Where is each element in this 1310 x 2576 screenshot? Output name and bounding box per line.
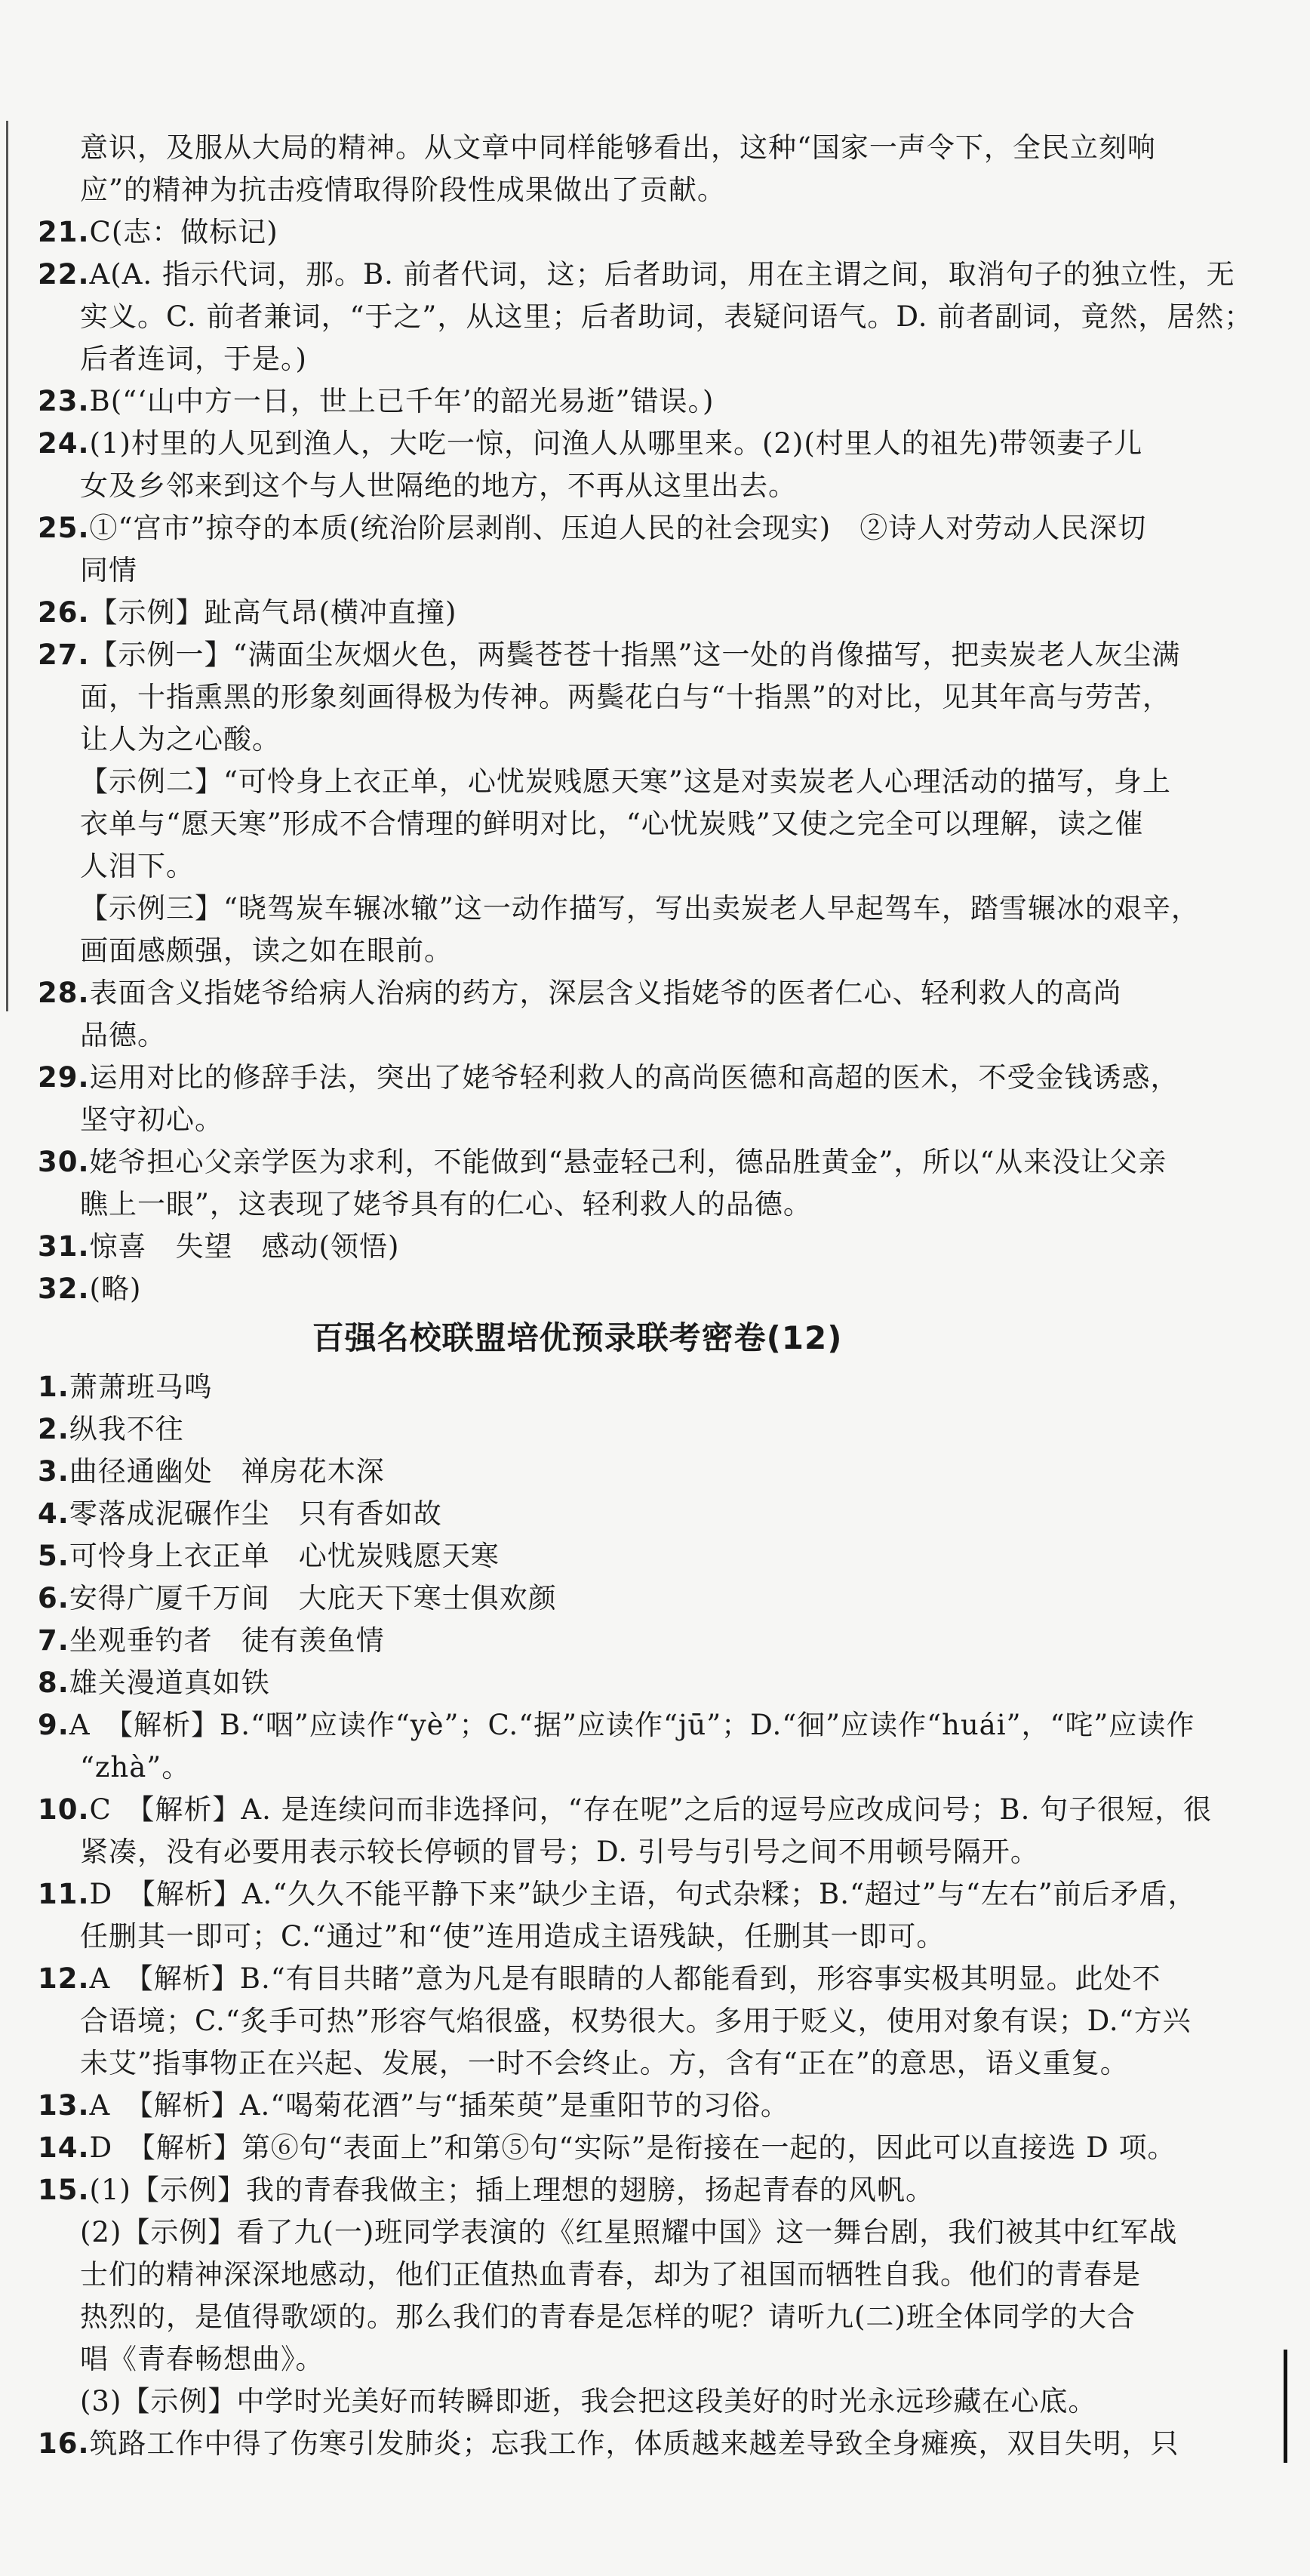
answer-item — [38, 1226, 1117, 1268]
answer-continuation-line — [38, 1183, 1117, 1226]
item-number: 12. — [38, 1962, 90, 1995]
line-text: 热烈的，是值得歌颂的。那么我们的青春是怎样的呢？请听九(二)班全体同学的大合 — [80, 2301, 1136, 2333]
line-text: A 【解析】A.“喝菊花酒”与“插茱萸”是重阳节的习俗。 — [89, 2089, 789, 2122]
item-number: 11. — [38, 1878, 90, 1910]
answer-continuation-line — [38, 169, 1117, 211]
item-number: 26. — [38, 596, 90, 629]
line-text: 实义。C. 前者兼词，“于之”，从这里；后者助词，表疑问语气。D. 前者副词，竟然，居然； — [80, 300, 1253, 333]
line-text: 纵我不往 — [69, 1413, 184, 1445]
item-number: 24. — [38, 427, 90, 460]
line-text: B(“‘山中方一日，世上已千年’的韶光易逝”错误。) — [89, 385, 715, 417]
item-number: 21. — [38, 216, 90, 248]
answer-item — [38, 380, 1117, 423]
line-text: “zhà”。 — [80, 1751, 191, 1784]
line-text: A 【解析】B.“咽”应读作“yè”；C.“据”应读作“jū”；D.“徊”应读作“huái”，“咤”应读作 — [69, 1709, 1195, 1741]
answer-item — [38, 2169, 1117, 2211]
answer-continuation-line — [38, 803, 1144, 845]
answer-item — [38, 507, 1147, 549]
item-number: 9. — [38, 1709, 69, 1741]
line-text: (3)【示例】中学时光美好而转瞬即逝，我会把这段美好的时光永远珍藏在心底。 — [80, 2385, 1097, 2418]
line-text: 士们的精神深深地感动，他们正值热血青春，却为了祖国而牺牲自我。他们的青春是 — [80, 2258, 1141, 2291]
line-text: 面，十指熏黑的形象刻画得极为传神。两鬓花白与“十指黑”的对比，见其年高与劳苦， — [80, 681, 1171, 713]
answer-item — [38, 1958, 1161, 2000]
answer-continuation-line — [38, 1014, 1117, 1057]
answer-continuation-line — [38, 930, 1117, 972]
line-text: 意识，及服从大局的精神。从文章中同样能够看出，这种“国家一声令下，全民立刻响 — [80, 131, 1156, 164]
item-number: 23. — [38, 385, 90, 417]
answer-item — [38, 1577, 1117, 1620]
line-text: 合语境；C.“炙手可热”形容气焰很盛，权势很大。多用于贬义，使用对象有误；D.“方兴 — [80, 2005, 1192, 2037]
item-number: 13. — [38, 2089, 90, 2122]
answer-continuation-line — [38, 845, 1117, 888]
line-text: 坚守初心。 — [80, 1103, 223, 1136]
item-number: 15. — [38, 2174, 90, 2206]
answer-continuation-line — [38, 761, 1171, 803]
answer-continuation-line — [38, 338, 1117, 380]
answer-item — [38, 2423, 1179, 2465]
line-text: 任删其一即可；C.“通过”和“使”连用造成主语残缺，任删其一即可。 — [80, 1920, 946, 1953]
item-number: 30. — [38, 1146, 90, 1178]
answer-item — [38, 254, 1235, 296]
answer-continuation-line — [38, 888, 1200, 930]
answer-continuation-line — [38, 1099, 1117, 1141]
line-text: A 【解析】B.“有目共睹”意为凡是有眼睛的人都能看到，形容事实极其明显。此处不 — [89, 1962, 1161, 1995]
answer-item — [38, 1451, 1117, 1493]
line-text: 瞧上一眼”，这表现了姥爷具有的仁心、轻利救人的品德。 — [80, 1188, 812, 1220]
line-text: 衣单与“愿天寒”形成不合情理的鲜明对比，“心忧炭贱”又使之完全可以理解，读之催 — [80, 808, 1144, 840]
answer-item — [38, 1408, 1117, 1451]
line-text: 安得广厦千万间 大庇天下寒士俱欢颜 — [69, 1582, 557, 1614]
answer-item — [38, 1620, 1117, 1662]
line-text: 品德。 — [80, 1019, 166, 1051]
answer-continuation-line — [38, 2042, 1129, 2085]
answer-item — [38, 592, 1117, 634]
line-text: 坐观垂钓者 徒有羡鱼情 — [69, 1624, 385, 1657]
answer-item — [38, 2127, 1176, 2169]
answer-continuation-line — [38, 296, 1253, 338]
line-text: 【示例二】“可怜身上衣正单，心忧炭贱愿天寒”这是对卖炭老人心理活动的描写，身上 — [80, 765, 1171, 798]
line-text: 筑路工作中得了伤寒引发肺炎；忘我工作，体质越来越差导致全身瘫痪，双目失明，只 — [89, 2427, 1179, 2460]
item-number: 27. — [38, 639, 90, 671]
answer-item — [38, 1704, 1195, 1747]
answer-continuation-line — [38, 2338, 1117, 2381]
line-text: 雄关漫道真如铁 — [69, 1667, 270, 1699]
item-number: 25. — [38, 512, 90, 544]
line-text: 姥爷担心父亲学医为求利，不能做到“悬壶轻己利，德品胜黄金”，所以“从来没让父亲 — [89, 1146, 1167, 1178]
answer-content — [38, 127, 1253, 2465]
item-number: 31. — [38, 1230, 90, 1263]
line-text: 可怜身上衣正单 心忧炭贱愿天寒 — [69, 1540, 500, 1572]
answer-continuation-line — [38, 549, 1117, 592]
line-text: 后者连词，于是。) — [80, 343, 307, 375]
answer-continuation-line — [38, 2296, 1136, 2338]
line-text: 惊喜 失望 感动(领悟) — [89, 1230, 400, 1263]
line-text: 【示例】趾高气昂(横冲直撞) — [89, 596, 457, 629]
line-text: ①“宫市”掠夺的本质(统治阶层剥削、压迫人民的社会现实) ②诗人对劳动人民深切 — [89, 512, 1147, 544]
answer-item — [38, 2085, 1117, 2127]
answer-continuation-line — [38, 676, 1171, 719]
corner-mark — [1284, 2350, 1287, 2463]
line-text: D 【解析】A.“久久不能平静下来”缺少主语，句式杂糅；B.“超过”与“左右”前后矛盾， — [89, 1878, 1197, 1910]
answer-item — [38, 211, 1117, 254]
answer-item — [38, 972, 1122, 1014]
item-number: 29. — [38, 1061, 90, 1094]
answer-continuation-line — [38, 1831, 1117, 1873]
item-number: 2. — [38, 1413, 69, 1445]
line-text: C 【解析】A. 是连续问而非选择问，“存在呢”之后的逗号应改成问号；B. 句子很短，很 — [89, 1793, 1213, 1826]
line-text: D 【解析】第⑥句“表面上”和第⑤句“实际”是衔接在一起的，因此可以直接选 D 项。 — [89, 2131, 1176, 2164]
answer-continuation-line — [38, 127, 1156, 169]
item-number: 32. — [38, 1273, 90, 1305]
item-number: 4. — [38, 1497, 69, 1530]
answer-item — [38, 1268, 1117, 1310]
line-text: A(A. 指示代词，那。B. 前者代词，这；后者助词，用在主谓之间，取消句子的独立性，无 — [89, 258, 1235, 291]
item-number: 7. — [38, 1624, 69, 1657]
item-number: 8. — [38, 1667, 69, 1699]
answer-continuation-line — [38, 2381, 1117, 2423]
line-text: 曲径通幽处 禅房花木深 — [69, 1455, 385, 1488]
item-number: 10. — [38, 1793, 90, 1826]
answer-continuation-line — [38, 1747, 1117, 1789]
line-text: 【示例三】“晓驾炭车辗冰辙”这一动作描写，写出卖炭老人早起驾车，踏雪辗冰的艰辛， — [80, 892, 1200, 925]
line-text: (1)【示例】我的青春我做主；插上理想的翅膀，扬起青春的风帆。 — [89, 2174, 934, 2206]
item-number: 1. — [38, 1371, 69, 1403]
answer-continuation-line — [38, 1916, 1117, 1958]
line-text: 唱《青春畅想曲》。 — [80, 2343, 324, 2375]
answer-item — [38, 1873, 1197, 1916]
line-text: 零落成泥碾作尘 只有香如故 — [69, 1497, 442, 1530]
answer-item — [38, 1535, 1117, 1577]
answer-item — [38, 423, 1143, 465]
item-number: 3. — [38, 1455, 69, 1488]
answer-item — [38, 1493, 1117, 1535]
item-number: 22. — [38, 258, 90, 291]
item-number: 16. — [38, 2427, 90, 2460]
line-text: 运用对比的修辞手法，突出了姥爷轻利救人的高尚医德和高超的医术，不受金钱诱惑， — [89, 1061, 1179, 1094]
line-text: 女及乡邻来到这个与人世隔绝的地方，不再从这里出去。 — [80, 469, 797, 502]
answer-continuation-line — [38, 719, 1117, 761]
line-text: 人泪下。 — [80, 850, 195, 882]
item-number: 28. — [38, 977, 90, 1009]
line-text: 萧萧班马鸣 — [69, 1371, 213, 1403]
answer-item — [38, 1057, 1179, 1099]
line-text: (略) — [89, 1273, 142, 1305]
answer-item — [38, 1662, 1117, 1704]
line-text: (1)村里的人见到渔人，大吃一惊，问渔人从哪里来。(2)(村里人的祖先)带领妻子儿 — [89, 427, 1143, 460]
line-text: 【示例一】“满面尘灰烟火色，两鬓苍苍十指黑”这一处的肖像描写，把卖炭老人灰尘满 — [89, 639, 1181, 671]
item-number: 5. — [38, 1540, 69, 1572]
line-text: C(志：做标记) — [89, 216, 278, 248]
answer-item — [38, 1366, 1117, 1408]
answer-continuation-line — [38, 2211, 1178, 2254]
line-text: (2)【示例】看了九(一)班同学表演的《红星照耀中国》这一舞台剧，我们被其中红军战 — [80, 2216, 1178, 2248]
line-text: 让人为之心酸。 — [80, 723, 281, 756]
line-text: 画面感颇强，读之如在眼前。 — [80, 934, 453, 967]
answer-continuation-line — [38, 2000, 1192, 2042]
answer-continuation-line — [38, 465, 1117, 507]
line-text: 应”的精神为抗击疫情取得阶段性成果做出了贡献。 — [80, 174, 726, 206]
answer-continuation-line — [38, 2254, 1141, 2296]
line-text: 同情 — [80, 554, 137, 586]
line-text: 未艾”指事物正在兴起、发展，一时不会终止。方，含有“正在”的意思，语义重复。 — [80, 2047, 1129, 2079]
left-margin-rule — [6, 121, 8, 1011]
line-text: 紧凑，没有必要用表示较长停顿的冒号；D. 引号与引号之间不用顿号隔开。 — [80, 1836, 1039, 1868]
line-text: 表面含义指姥爷给病人治病的药方，深层含义指姥爷的医者仁心、轻利救人的高尚 — [89, 977, 1122, 1009]
item-number: 6. — [38, 1582, 69, 1614]
answer-item — [38, 1789, 1213, 1831]
answer-item — [38, 1141, 1167, 1183]
item-number: 14. — [38, 2131, 90, 2164]
section-title: 百强名校联盟培优预录联考密卷(12) — [312, 1319, 843, 1356]
answer-item — [38, 634, 1181, 676]
